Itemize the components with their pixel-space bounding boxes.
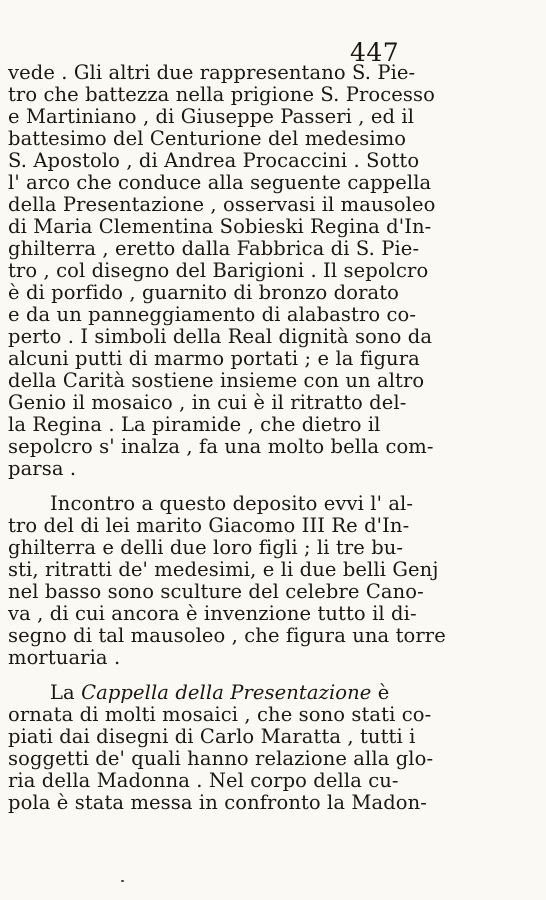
text-line: perto . I simboli della Real dignità sono da: [8, 325, 433, 348]
text-line: Genio il mosaico , in cui è il ritratto del-: [8, 391, 407, 414]
text-line: mortuaria .: [8, 646, 121, 669]
text-line: soggetti de' quali hanno relazione alla glo-: [8, 747, 434, 770]
paragraph-1: [8, 61, 436, 480]
text-line: tro , col disegno del Barigioni . Il sepolcro: [8, 259, 429, 282]
text-line: battesimo del Centurione del medesimo: [8, 127, 407, 150]
text-line: parsa .: [8, 457, 77, 480]
text-line: sti, ritratti de' medesimi, e li due belli Genj: [8, 558, 439, 581]
text-line: e da un panneggiamento di alabastro co-: [8, 303, 417, 326]
line-tail: è: [371, 681, 390, 704]
line-lead: La: [50, 681, 82, 704]
text-line: della Presentazione , osservasi il mausoleo: [8, 193, 436, 216]
text-line: e Martiniano , di Giuseppe Passeri , ed il: [8, 105, 415, 128]
ink-speck: [121, 880, 124, 882]
text-line: ghilterra e delli due loro figli ; li tre bu-: [8, 536, 404, 559]
text-line: di Maria Clementina Sobieski Regina d'In-: [8, 215, 432, 238]
text-line: sepolcro s' inalza , fa una molto bella com-: [8, 435, 434, 458]
text-line: della Carità sostiene insieme con un altro: [8, 369, 425, 392]
chapel-name: Cappella della Presentazione: [81, 681, 372, 704]
text-line: ornata di molti mosaici , che sono stati co-: [8, 703, 432, 726]
text-line: S. Apostolo , di Andrea Procaccini . Sotto: [8, 149, 420, 172]
text-line: è di porfido , guarnito di bronzo dorato: [8, 281, 400, 304]
paragraph-3: [8, 681, 434, 814]
text-line: piati dai disegni di Carlo Maratta , tutti i: [8, 725, 416, 748]
text-line: alcuni putti di marmo portati ; e la figura: [8, 347, 420, 370]
text-line: tro che battezza nella prigione S. Processo: [8, 83, 435, 106]
page-number: 447: [350, 38, 400, 67]
body-text: [8, 61, 446, 814]
text-line: pola è stata messa in confronto la Madon-: [8, 791, 427, 814]
text-line: l' arco che conduce alla seguente cappella: [8, 171, 432, 194]
text-line: vede . Gli altri due rappresentano S. Pie-: [8, 61, 416, 84]
text-line: Incontro a questo deposito evvi l' al-: [50, 492, 414, 515]
text-line: va , di cui ancora è invenzione tutto il di-: [8, 602, 417, 625]
text-line: la Regina . La piramide , che dietro il: [8, 413, 381, 436]
text-line: ria della Madonna . Nel corpo della cu-: [8, 769, 399, 792]
text-line: ghilterra , eretto dalla Fabbrica di S. Pie-: [8, 237, 420, 260]
text-line: segno di tal mausoleo , che figura una torre: [8, 624, 446, 647]
text-line: tro del di lei marito Giacomo III Re d'In-: [8, 514, 410, 537]
text-line: [8, 682, 406, 704]
text-line: nel basso sono sculture del celebre Cano-: [8, 580, 424, 603]
paragraph-2: [8, 492, 446, 669]
